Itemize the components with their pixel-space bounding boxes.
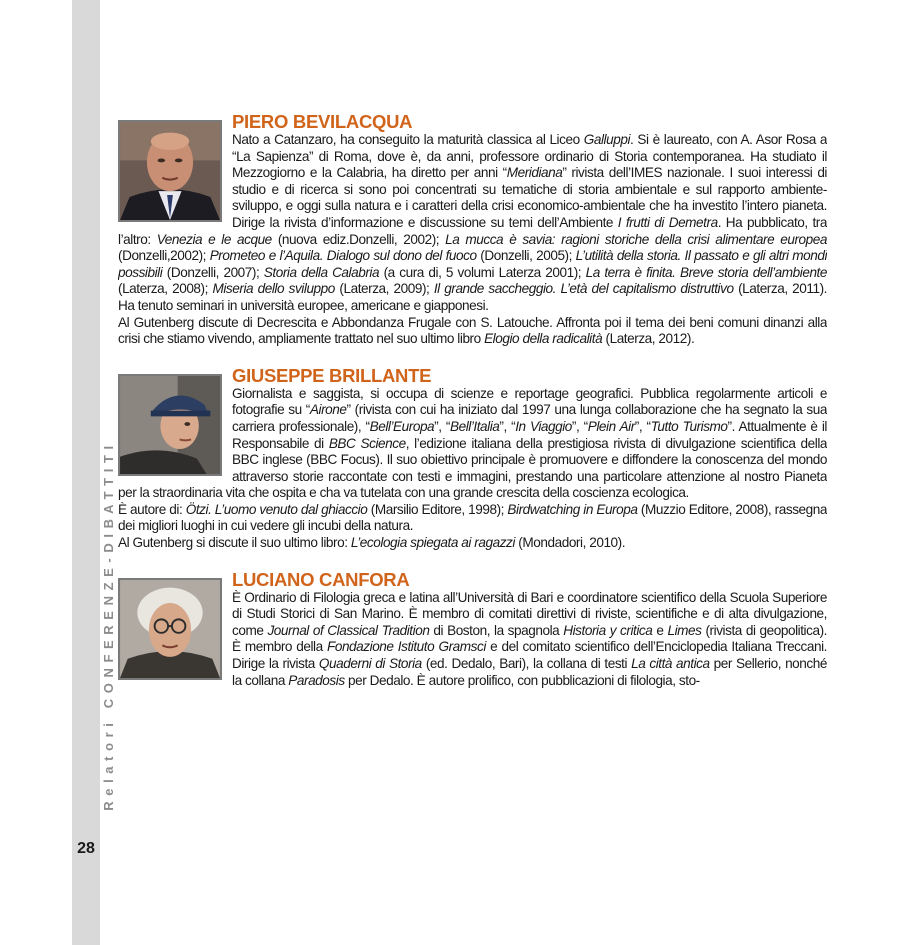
- bio-paragraph: Giornalista e saggista, si occupa di scienze e reportage geografici. Pubblica regolarmente articoli e fotografie su “Airone” (rivista con cui ha iniziato dal 1997 una lunga collaborazione che ha segnato la sua carriera professionale), “Bell’Europa”, “Bell’Italia”, “In Viaggio”, “Plein Air”, “Tutto Turismo”. Attualmente è il Responsabile di BBC Science, l’edizione italiana della prestigiosa rivista di divulgazione scientifica della BBC inglese (BBC Focus). Il suo obiettivo principale è promuovere e diffondere la conoscenza del mondo attraverso storie raccontate con testi e immagini, prestando una particolare attenzione al nostro Pianeta per la straordinaria vita che ospita e cha va tutelata con una grande crescita della coscienza ecologica.: [118, 385, 827, 501]
- bio-paragraph: Nato a Catanzaro, ha conseguito la maturità classica al Liceo Galluppi. Si è laureato, con A. Asor Rosa a “La Sapienza” di Roma, dove è, da anni, professore ordinario di Storia contemporanea. Ha studiato il Mezzogiorno e la Calabria, ha diretto per anni “Meridiana” rivista dell’IMES nazionale. I suoi interessi di studio e di ricerca si sono poi concentrati su tematiche di storia ambientale e sul rapporto ambiente-sviluppo, e oggi sulla natura e i caratteri della crisi economico-ambientale che ha investito l’intero pianeta. Dirige la rivista d’informazione e discussione su temi dell’Ambiente I frutti di Demetra. Ha pubblicato, tra l’altro: Venezia e le acque (nuova ediz.Donzelli, 2002); La mucca è savia: ragioni storiche della crisi alimentare europea (Donzelli,2002); Prometeo e l’Aquila. Dialogo sul dono del fuoco (Donzelli, 2005); L’utilità della storia. Il passato e gli altri mondi possibili (Donzelli, 2007); Storia della Calabria (a cura di, 5 volumi Laterza 2001); La terra è finita. Breve storia dell’ambiente (Laterza, 2008); Miseria dello sviluppo (Laterza, 2009); Il grande saccheggio. L’età del capitalismo distruttivo (Laterza, 2011). Ha tenuto seminari in università europee, americane e giapponesi.: [118, 132, 827, 313]
- page-number: 28: [77, 840, 95, 857]
- bio-paragraph: È Ordinario di Filologia greca e latina all’Università di Bari e coordinatore scientifico della Scuola Superiore di Studi Storici di San Marino. È membro di comitati direttivi di riviste, scientifiche e di alta divulgazione, come Journal of Classical Tradition di Boston, la spagnola Historia y critica e Limes (rivista di geopolitica). È membro della Fondazione Istituto Gramsci e del comitato scientifico dell’Enciclopedia Italiana Treccani. Dirige la rivista Quaderni di Storia (ed. Dedalo, Bari), la collana di testi La città antica per Sellerio, nonché la collana Paradosis per Dedalo. È autore prolifico, con pubblicazioni di filologia, sto-: [232, 589, 827, 688]
- bio-photo-canfora: [118, 578, 222, 680]
- bio-paragraph: Al Gutenberg discute di Decrescita e Abbondanza Frugale con S. Latouche. Affronta poi il tema dei beni comuni dinanzi alla crisi che stiamo vivendo, ampliamente trattato nel suo ultimo libro Elogio della radicalità (Laterza, 2012).: [118, 314, 827, 347]
- portrait-bevilacqua-image: [120, 122, 220, 220]
- bio-paragraph: Al Gutenberg si discute il suo ultimo libro: L’ecologia spiegata ai ragazzi (Mondadori, 2010).: [118, 535, 626, 551]
- portrait-brillante-image: [120, 376, 220, 474]
- speaker-name: PIERO BEVILACQUA: [232, 112, 413, 132]
- content-column: [118, 112, 827, 689]
- speaker-name: LUCIANO CANFORA: [232, 569, 410, 590]
- bio-canfora: [118, 570, 827, 690]
- bio-photo-bevilacqua: [118, 120, 222, 222]
- bio-bevilacqua: [118, 112, 827, 348]
- portrait-canfora-image: [120, 580, 220, 678]
- bio-paragraph: È autore di: Ötzi. L’uomo venuto dal ghiaccio (Marsilio Editore, 1998); Birdwatching in Europa (Muzzio Editore, 2008), rassegna dei migliori luoghi in cui vedere gli incubi della natura.: [118, 501, 827, 534]
- bio-photo-brillante: [118, 374, 222, 476]
- sidebar-section-label: [86, 445, 116, 820]
- speaker-name: GIUSEPPE BRILLANTE: [232, 365, 432, 386]
- sidebar-section-text: R e l a t o r i C O N F E R E N Z E - D I B A T T I T I: [101, 444, 116, 811]
- bio-brillante: [118, 366, 827, 552]
